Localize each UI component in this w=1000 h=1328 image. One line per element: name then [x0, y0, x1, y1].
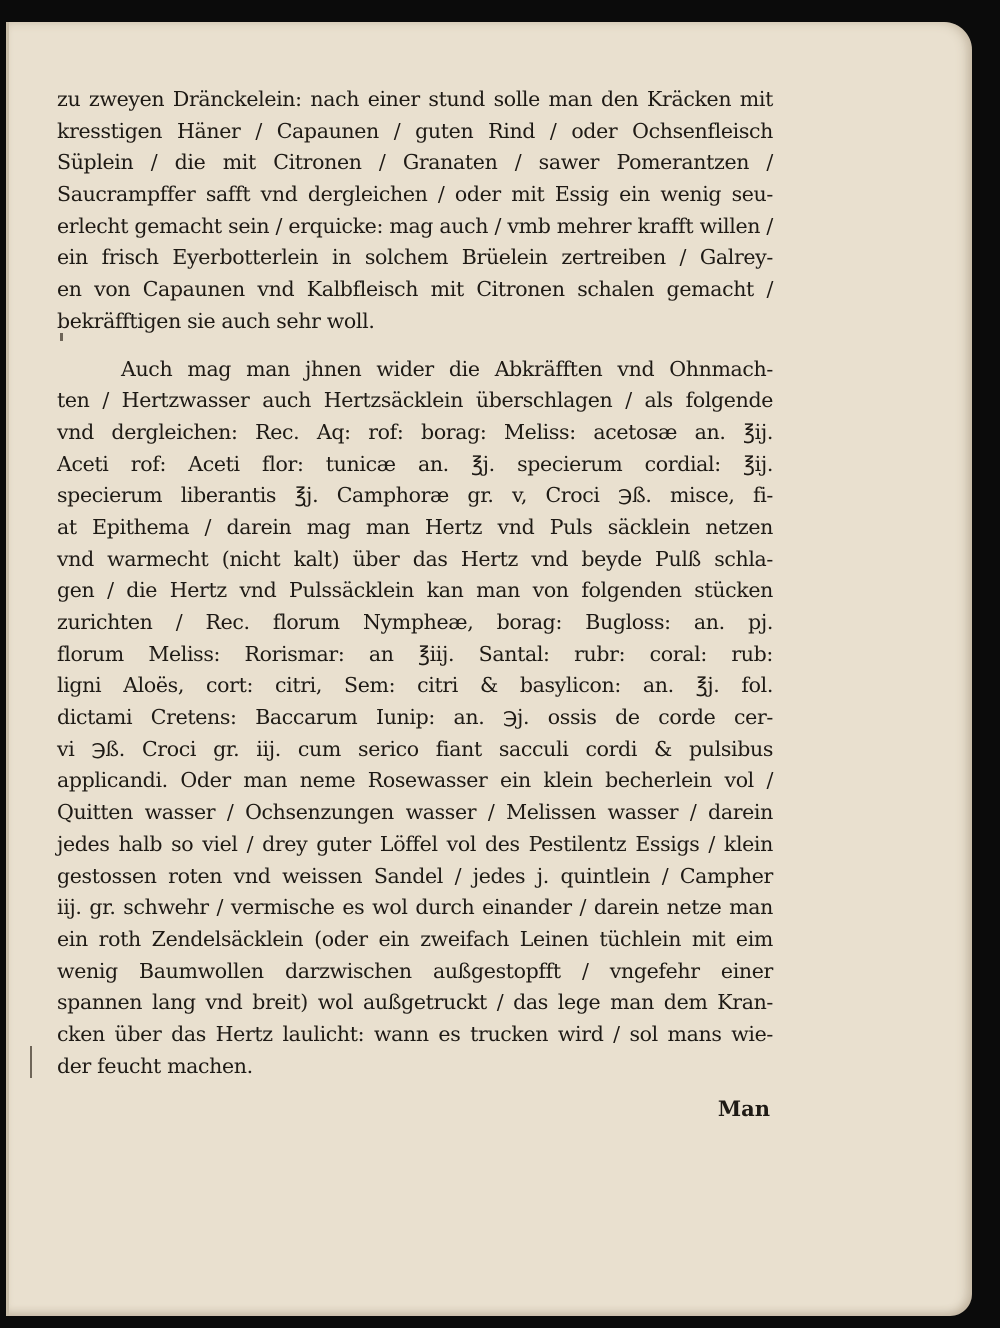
text-line: der feucht machen. — [57, 1053, 253, 1078]
text-line: vi ℈ß. Croci gr. iij. cum serico fiant sacculi cordi & pulsibus — [57, 736, 773, 761]
text-line: en von Capaunen vnd Kalbfleisch mit Citronen schalen gemacht / — [57, 277, 773, 302]
page-edge — [6, 22, 9, 1316]
text-line: erlecht gemacht sein / erquicke: mag auch / vmb mehrer krafft willen / — [57, 213, 773, 238]
text-line: specierum liberantis ℥j. Camphoræ gr. v, Croci ℈ß. misce, fi- — [57, 483, 773, 508]
text-line: wenig Baumwollen darzwischen außgestopfft / vngefehr einer — [57, 958, 773, 983]
text-line: Auch mag man jhnen wider die Abkräfften vnd Ohnmach- — [121, 356, 773, 381]
text-line: florum Meliss: Rorismar: an ℥iij. Santal: rubr: coral: rub: — [57, 641, 773, 666]
margin-mark — [30, 1046, 32, 1078]
text-line: zurichten / Rec. florum Nympheæ, borag: Bugloss: an. pj. — [57, 610, 773, 634]
text-line: ligni Aloës, cort: citri, Sem: citri & basylicon: an. ℥j. fol. — [57, 673, 773, 698]
text-line: Aceti rof: Aceti flor: tunicæ an. ℥j. specierum cordial: ℥ij. — [57, 451, 773, 476]
text-line: applicandi. Oder man neme Rosewasser ein klein becherlein vol / — [57, 768, 773, 793]
text-line: iij. gr. schwehr / vermische es wol durch einander / darein netze man — [57, 895, 773, 920]
text-line: vnd dergleichen: Rec. Aq: rof: borag: Meliss: acetosæ an. ℥ij. — [57, 419, 773, 444]
catchword: Man — [717, 1096, 770, 1121]
text-line: bekräfftigen sie auch sehr woll. — [57, 308, 375, 333]
text-line: ein roth Zendelsäcklein (oder ein zweifach Leinen tüchlein mit eim — [57, 926, 773, 951]
text-line: gen / die Hertz vnd Pulssäcklein kan man von folgenden stücken — [57, 578, 773, 603]
text-line: Saucrampffer safft vnd dergleichen / oder mit Essig ein wenig seu- — [57, 182, 773, 207]
text-line: ten / Hertzwasser auch Hertzsäcklein überschlagen / als folgende — [57, 388, 773, 413]
text-line: spannen lang vnd breit) wol außgetruckt / das lege man dem Kran- — [57, 990, 773, 1015]
text-line: ein frisch Eyerbotterlein in solchem Brüelein zertreiben / Galrey- — [57, 245, 773, 270]
text-line: vnd warmecht (nicht kalt) über das Hertz vnd beyde Pulß schla- — [57, 546, 773, 571]
text-line: at Epithema / darein mag man Hertz vnd Puls säcklein netzen — [57, 514, 773, 539]
page-text — [57, 84, 773, 1082]
text-line: kresstigen Häner / Capaunen / guten Rind / oder Ochsenfleisch — [57, 118, 773, 143]
text-line: dictami Cretens: Baccarum Iunip: an. ℈j. ossis de corde cer- — [57, 705, 773, 730]
text-line: cken über das Hertz laulicht: wann es trucken wird / sol mans wie- — [57, 1021, 773, 1046]
text-line: gestossen roten vnd weissen Sandel / jedes j. quintlein / Campher — [57, 863, 773, 888]
text-line: Quitten wasser / Ochsenzungen wasser / Melissen wasser / darein — [57, 800, 773, 825]
text-line: Süplein / die mit Citronen / Granaten / sawer Pomerantzen / — [57, 150, 773, 175]
paragraph-gap — [57, 338, 773, 354]
text-line: jedes halb so viel / drey guter Löffel vol des Pestilentz Essigs / klein — [57, 831, 773, 856]
text-line: zu zweyen Dränckelein: nach einer stund solle man den Kräcken mit — [57, 87, 773, 111]
